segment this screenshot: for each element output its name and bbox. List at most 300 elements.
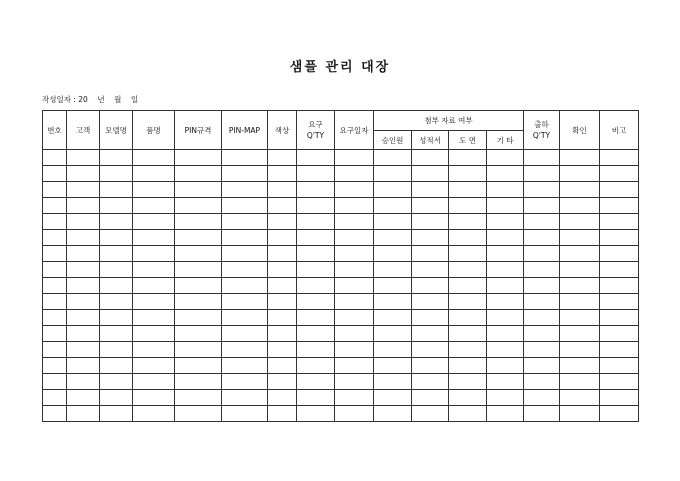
table-cell — [600, 278, 639, 294]
table-cell — [374, 278, 412, 294]
table-cell — [335, 198, 374, 214]
table-cell — [335, 278, 374, 294]
table-cell — [449, 214, 487, 230]
table-cell — [524, 182, 560, 198]
header-pin-spec: PIN규격 — [175, 111, 222, 150]
table-cell — [268, 326, 297, 342]
table-cell — [268, 150, 297, 166]
header-shipping-qty-line1: 출하 — [534, 120, 549, 129]
document-title: 샘플 관리 대장 — [289, 60, 391, 75]
header-request-qty-line2: Q'TY — [306, 131, 325, 140]
table-cell — [560, 278, 600, 294]
table-cell — [412, 310, 449, 326]
table-cell — [268, 390, 297, 406]
table-cell — [374, 214, 412, 230]
table-cell — [297, 342, 335, 358]
table-cell — [100, 406, 133, 422]
table-cell — [268, 358, 297, 374]
table-cell — [222, 390, 268, 406]
table-cell — [412, 262, 449, 278]
table-cell — [412, 278, 449, 294]
table-cell — [67, 342, 100, 358]
table-cell — [374, 294, 412, 310]
table-cell — [560, 310, 600, 326]
table-cell — [222, 374, 268, 390]
sample-ledger-table — [42, 110, 639, 422]
table-cell — [335, 166, 374, 182]
table-cell — [268, 262, 297, 278]
header-approval-doc: 승인원 — [374, 131, 412, 150]
table-cell — [268, 278, 297, 294]
table-cell — [487, 198, 524, 214]
table-cell — [175, 358, 222, 374]
table-cell — [487, 358, 524, 374]
table-cell — [487, 182, 524, 198]
table-cell — [175, 406, 222, 422]
table-cell — [268, 182, 297, 198]
table-cell — [222, 294, 268, 310]
table-cell — [133, 214, 175, 230]
table-cell — [524, 342, 560, 358]
table-cell — [600, 246, 639, 262]
table-cell — [487, 230, 524, 246]
table-cell — [412, 230, 449, 246]
table-cell — [560, 406, 600, 422]
table-cell — [67, 326, 100, 342]
table-cell — [524, 230, 560, 246]
table-row — [43, 326, 639, 342]
table-cell — [100, 310, 133, 326]
table-cell — [600, 390, 639, 406]
table-cell — [222, 166, 268, 182]
table-row — [43, 150, 639, 166]
table-cell — [297, 262, 335, 278]
header-shipping-qty — [524, 111, 560, 150]
table-cell — [133, 278, 175, 294]
table-cell — [297, 230, 335, 246]
table-cell — [600, 214, 639, 230]
table-cell — [67, 182, 100, 198]
table-cell — [175, 246, 222, 262]
table-cell — [297, 166, 335, 182]
table-cell — [449, 406, 487, 422]
table-cell — [175, 182, 222, 198]
table-cell — [133, 230, 175, 246]
table-cell — [222, 246, 268, 262]
table-cell — [374, 326, 412, 342]
table-cell — [374, 150, 412, 166]
table-cell — [67, 374, 100, 390]
table-cell — [449, 278, 487, 294]
table-cell — [297, 150, 335, 166]
table-cell — [67, 390, 100, 406]
table-cell — [175, 374, 222, 390]
table-cell — [268, 214, 297, 230]
table-cell — [67, 198, 100, 214]
table-cell — [449, 198, 487, 214]
table-cell — [374, 230, 412, 246]
table-cell — [412, 246, 449, 262]
table-cell — [43, 374, 67, 390]
table-row — [43, 406, 639, 422]
table-cell — [43, 406, 67, 422]
table-cell — [524, 166, 560, 182]
header-request-qty-line1: 요구 — [308, 120, 323, 129]
table-cell — [100, 390, 133, 406]
table-cell — [297, 278, 335, 294]
table-cell — [43, 278, 67, 294]
table-cell — [100, 230, 133, 246]
table-cell — [43, 214, 67, 230]
table-cell — [412, 198, 449, 214]
table-cell — [600, 326, 639, 342]
table-cell — [297, 198, 335, 214]
header-attachments-group: 첨부 자료 여부 — [374, 111, 524, 131]
table-cell — [374, 358, 412, 374]
table-cell — [524, 390, 560, 406]
table-cell — [524, 150, 560, 166]
table-cell — [524, 326, 560, 342]
table-cell — [133, 262, 175, 278]
table-cell — [175, 326, 222, 342]
table-cell — [100, 198, 133, 214]
table-row — [43, 342, 639, 358]
table-cell — [374, 262, 412, 278]
table-cell — [524, 294, 560, 310]
table-cell — [449, 182, 487, 198]
table-cell — [335, 358, 374, 374]
table-cell — [600, 310, 639, 326]
table-cell — [374, 406, 412, 422]
table-cell — [412, 358, 449, 374]
table-row — [43, 390, 639, 406]
table-cell — [133, 166, 175, 182]
table-cell — [100, 166, 133, 182]
table-cell — [560, 262, 600, 278]
table-cell — [222, 182, 268, 198]
table-cell — [133, 406, 175, 422]
header-remarks: 비고 — [600, 111, 639, 150]
table-cell — [133, 342, 175, 358]
table-cell — [487, 246, 524, 262]
table-cell — [222, 150, 268, 166]
table-cell — [133, 198, 175, 214]
header-no: 번호 — [43, 111, 67, 150]
table-row — [43, 230, 639, 246]
table-row — [43, 374, 639, 390]
table-cell — [297, 246, 335, 262]
table-cell — [412, 214, 449, 230]
table-cell — [374, 166, 412, 182]
table-cell — [412, 374, 449, 390]
table-cell — [449, 230, 487, 246]
table-cell — [268, 342, 297, 358]
table-cell — [560, 342, 600, 358]
table-cell — [175, 310, 222, 326]
table-cell — [412, 342, 449, 358]
table-cell — [335, 246, 374, 262]
table-cell — [100, 358, 133, 374]
table-cell — [222, 358, 268, 374]
table-cell — [487, 310, 524, 326]
table-cell — [560, 294, 600, 310]
table-cell — [487, 278, 524, 294]
table-cell — [449, 342, 487, 358]
table-cell — [43, 246, 67, 262]
table-cell — [335, 214, 374, 230]
table-cell — [100, 294, 133, 310]
table-cell — [374, 390, 412, 406]
table-cell — [133, 294, 175, 310]
table-cell — [43, 294, 67, 310]
header-item-name: 품명 — [133, 111, 175, 150]
table-cell — [335, 230, 374, 246]
table-cell — [43, 182, 67, 198]
table-row — [43, 262, 639, 278]
table-cell — [268, 246, 297, 262]
table-cell — [133, 390, 175, 406]
header-pin-map: PIN-MAP — [222, 111, 268, 150]
table-cell — [449, 310, 487, 326]
table-cell — [412, 406, 449, 422]
table-cell — [100, 374, 133, 390]
header-customer: 고객 — [67, 111, 100, 150]
table-cell — [43, 230, 67, 246]
table-cell — [100, 246, 133, 262]
table-cell — [222, 342, 268, 358]
table-row — [43, 182, 639, 198]
table-cell — [335, 406, 374, 422]
table-cell — [175, 278, 222, 294]
table-cell — [268, 310, 297, 326]
table-row — [43, 198, 639, 214]
table-row — [43, 310, 639, 326]
table-cell — [268, 294, 297, 310]
table-row — [43, 246, 639, 262]
table-cell — [449, 326, 487, 342]
table-cell — [133, 150, 175, 166]
table-cell — [222, 198, 268, 214]
table-cell — [560, 326, 600, 342]
ledger-body — [43, 150, 639, 422]
table-cell — [524, 262, 560, 278]
table-cell — [412, 390, 449, 406]
table-row — [43, 358, 639, 374]
table-cell — [67, 150, 100, 166]
table-cell — [487, 390, 524, 406]
table-cell — [449, 390, 487, 406]
header-other: 기 타 — [487, 131, 524, 150]
table-cell — [487, 214, 524, 230]
table-cell — [222, 406, 268, 422]
table-cell — [297, 214, 335, 230]
table-cell — [43, 358, 67, 374]
header-shipping-qty-line2: Q'TY — [532, 131, 551, 140]
table-cell — [268, 198, 297, 214]
table-cell — [600, 406, 639, 422]
table-cell — [133, 326, 175, 342]
table-cell — [412, 326, 449, 342]
table-cell — [222, 278, 268, 294]
table-cell — [43, 166, 67, 182]
table-row — [43, 214, 639, 230]
table-cell — [335, 150, 374, 166]
table-cell — [374, 310, 412, 326]
table-cell — [175, 390, 222, 406]
table-cell — [335, 294, 374, 310]
table-cell — [175, 230, 222, 246]
table-cell — [524, 310, 560, 326]
table-cell — [560, 246, 600, 262]
table-cell — [524, 406, 560, 422]
table-cell — [524, 214, 560, 230]
table-cell — [67, 406, 100, 422]
table-cell — [524, 278, 560, 294]
table-cell — [600, 374, 639, 390]
header-color: 색상 — [268, 111, 297, 150]
table-cell — [560, 150, 600, 166]
table-cell — [100, 278, 133, 294]
table-cell — [560, 198, 600, 214]
table-cell — [335, 310, 374, 326]
table-cell — [412, 166, 449, 182]
header-drawing: 도 면 — [449, 131, 487, 150]
table-cell — [412, 150, 449, 166]
table-cell — [175, 294, 222, 310]
header-confirm: 확인 — [560, 111, 600, 150]
table-cell — [43, 342, 67, 358]
table-cell — [524, 358, 560, 374]
table-cell — [560, 182, 600, 198]
table-cell — [133, 310, 175, 326]
table-cell — [43, 390, 67, 406]
table-cell — [560, 358, 600, 374]
table-cell — [560, 166, 600, 182]
table-cell — [335, 342, 374, 358]
table-cell — [67, 278, 100, 294]
table-cell — [222, 230, 268, 246]
table-cell — [67, 358, 100, 374]
table-cell — [335, 390, 374, 406]
table-cell — [600, 182, 639, 198]
table-cell — [175, 150, 222, 166]
table-cell — [133, 374, 175, 390]
table-cell — [268, 406, 297, 422]
table-cell — [133, 246, 175, 262]
table-cell — [487, 262, 524, 278]
table-cell — [335, 262, 374, 278]
table-cell — [524, 374, 560, 390]
header-request-qty — [297, 111, 335, 150]
table-cell — [374, 342, 412, 358]
table-cell — [600, 294, 639, 310]
table-cell — [487, 374, 524, 390]
table-cell — [487, 326, 524, 342]
table-cell — [100, 342, 133, 358]
table-cell — [297, 294, 335, 310]
table-cell — [600, 150, 639, 166]
table-cell — [175, 198, 222, 214]
table-cell — [560, 390, 600, 406]
table-cell — [268, 230, 297, 246]
table-cell — [222, 214, 268, 230]
table-cell — [487, 294, 524, 310]
header-request-date: 요구일자 — [335, 111, 374, 150]
date-line: 작성일자 : 20 년 월 일 — [42, 95, 139, 104]
table-cell — [67, 262, 100, 278]
table-cell — [222, 262, 268, 278]
table-cell — [268, 374, 297, 390]
table-cell — [100, 326, 133, 342]
table-cell — [600, 198, 639, 214]
table-cell — [487, 166, 524, 182]
table-cell — [374, 198, 412, 214]
table-cell — [100, 214, 133, 230]
table-cell — [297, 326, 335, 342]
table-cell — [43, 198, 67, 214]
table-cell — [600, 230, 639, 246]
table-cell — [43, 262, 67, 278]
table-cell — [175, 342, 222, 358]
table-cell — [335, 374, 374, 390]
table-cell — [175, 262, 222, 278]
table-cell — [600, 166, 639, 182]
table-cell — [175, 214, 222, 230]
header-test-report: 성적서 — [412, 131, 449, 150]
table-cell — [268, 166, 297, 182]
table-cell — [600, 342, 639, 358]
table-cell — [43, 326, 67, 342]
table-cell — [133, 182, 175, 198]
table-cell — [449, 166, 487, 182]
table-cell — [43, 150, 67, 166]
table-cell — [297, 390, 335, 406]
table-cell — [560, 374, 600, 390]
table-cell — [374, 374, 412, 390]
table-cell — [524, 198, 560, 214]
table-cell — [449, 294, 487, 310]
table-cell — [297, 310, 335, 326]
table-cell — [297, 374, 335, 390]
table-cell — [449, 262, 487, 278]
table-cell — [449, 246, 487, 262]
table-cell — [67, 310, 100, 326]
table-cell — [297, 182, 335, 198]
table-cell — [374, 246, 412, 262]
table-cell — [449, 358, 487, 374]
table-cell — [222, 310, 268, 326]
table-cell — [487, 150, 524, 166]
table-cell — [600, 262, 639, 278]
table-cell — [412, 182, 449, 198]
table-cell — [412, 294, 449, 310]
table-cell — [487, 342, 524, 358]
table-cell — [67, 166, 100, 182]
table-cell — [67, 294, 100, 310]
table-cell — [449, 150, 487, 166]
table-cell — [67, 246, 100, 262]
table-cell — [560, 230, 600, 246]
header-model-name: 모델명 — [100, 111, 133, 150]
table-row — [43, 278, 639, 294]
table-cell — [100, 182, 133, 198]
table-cell — [222, 326, 268, 342]
table-cell — [374, 182, 412, 198]
table-cell — [297, 406, 335, 422]
table-cell — [43, 310, 67, 326]
table-cell — [67, 230, 100, 246]
table-cell — [133, 358, 175, 374]
